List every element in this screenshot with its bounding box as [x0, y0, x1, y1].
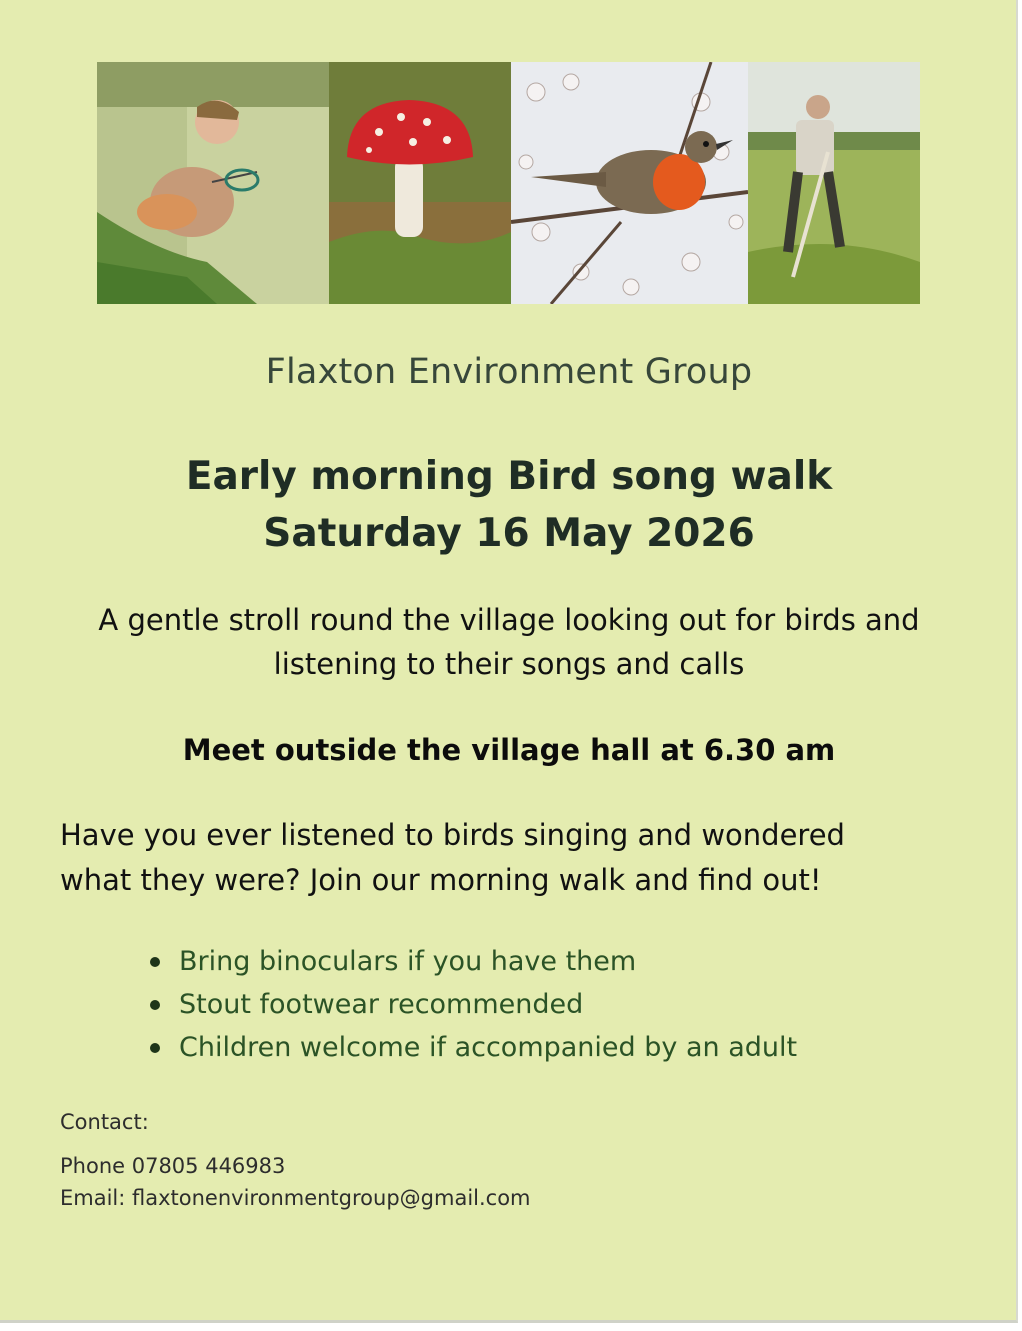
event-title [0, 448, 1018, 562]
man-scything-meadow-photo [748, 62, 920, 304]
event-description [0, 598, 1018, 686]
meeting-point: Meet outside the village hall at 6.30 am [182, 733, 836, 767]
list-item: Stout footwear recommended [150, 983, 797, 1026]
contact-phone: Phone 07805 446983 [60, 1154, 286, 1178]
list-item: Children welcome if accompanied by an adult [150, 1026, 797, 1069]
invitation-line: Have you ever listened to birds singing and wondered [60, 818, 845, 852]
child-pond-dipping-photo [97, 62, 329, 304]
contact-label: Contact: [60, 1110, 149, 1134]
list-item: Bring binoculars if you have them [150, 940, 797, 983]
description-line: A gentle stroll round the village looking out for birds and [98, 603, 920, 637]
event-date: Saturday 16 May 2026 [263, 511, 755, 556]
description-line: listening to their songs and calls [273, 647, 745, 681]
photo-strip [97, 62, 920, 304]
fly-agaric-mushroom-photo [329, 62, 511, 304]
event-title-line: Early morning Bird song walk [185, 454, 833, 499]
advice-list [150, 940, 797, 1069]
robin-singing-photo [511, 62, 748, 304]
invitation-line: what they were? Join our morning walk and find out! [60, 863, 822, 897]
contact-email: Email: flaxtonenvironmentgroup@gmail.com [60, 1186, 531, 1210]
invitation-text [60, 813, 960, 903]
organisation-name: Flaxton Environment Group [265, 352, 753, 392]
